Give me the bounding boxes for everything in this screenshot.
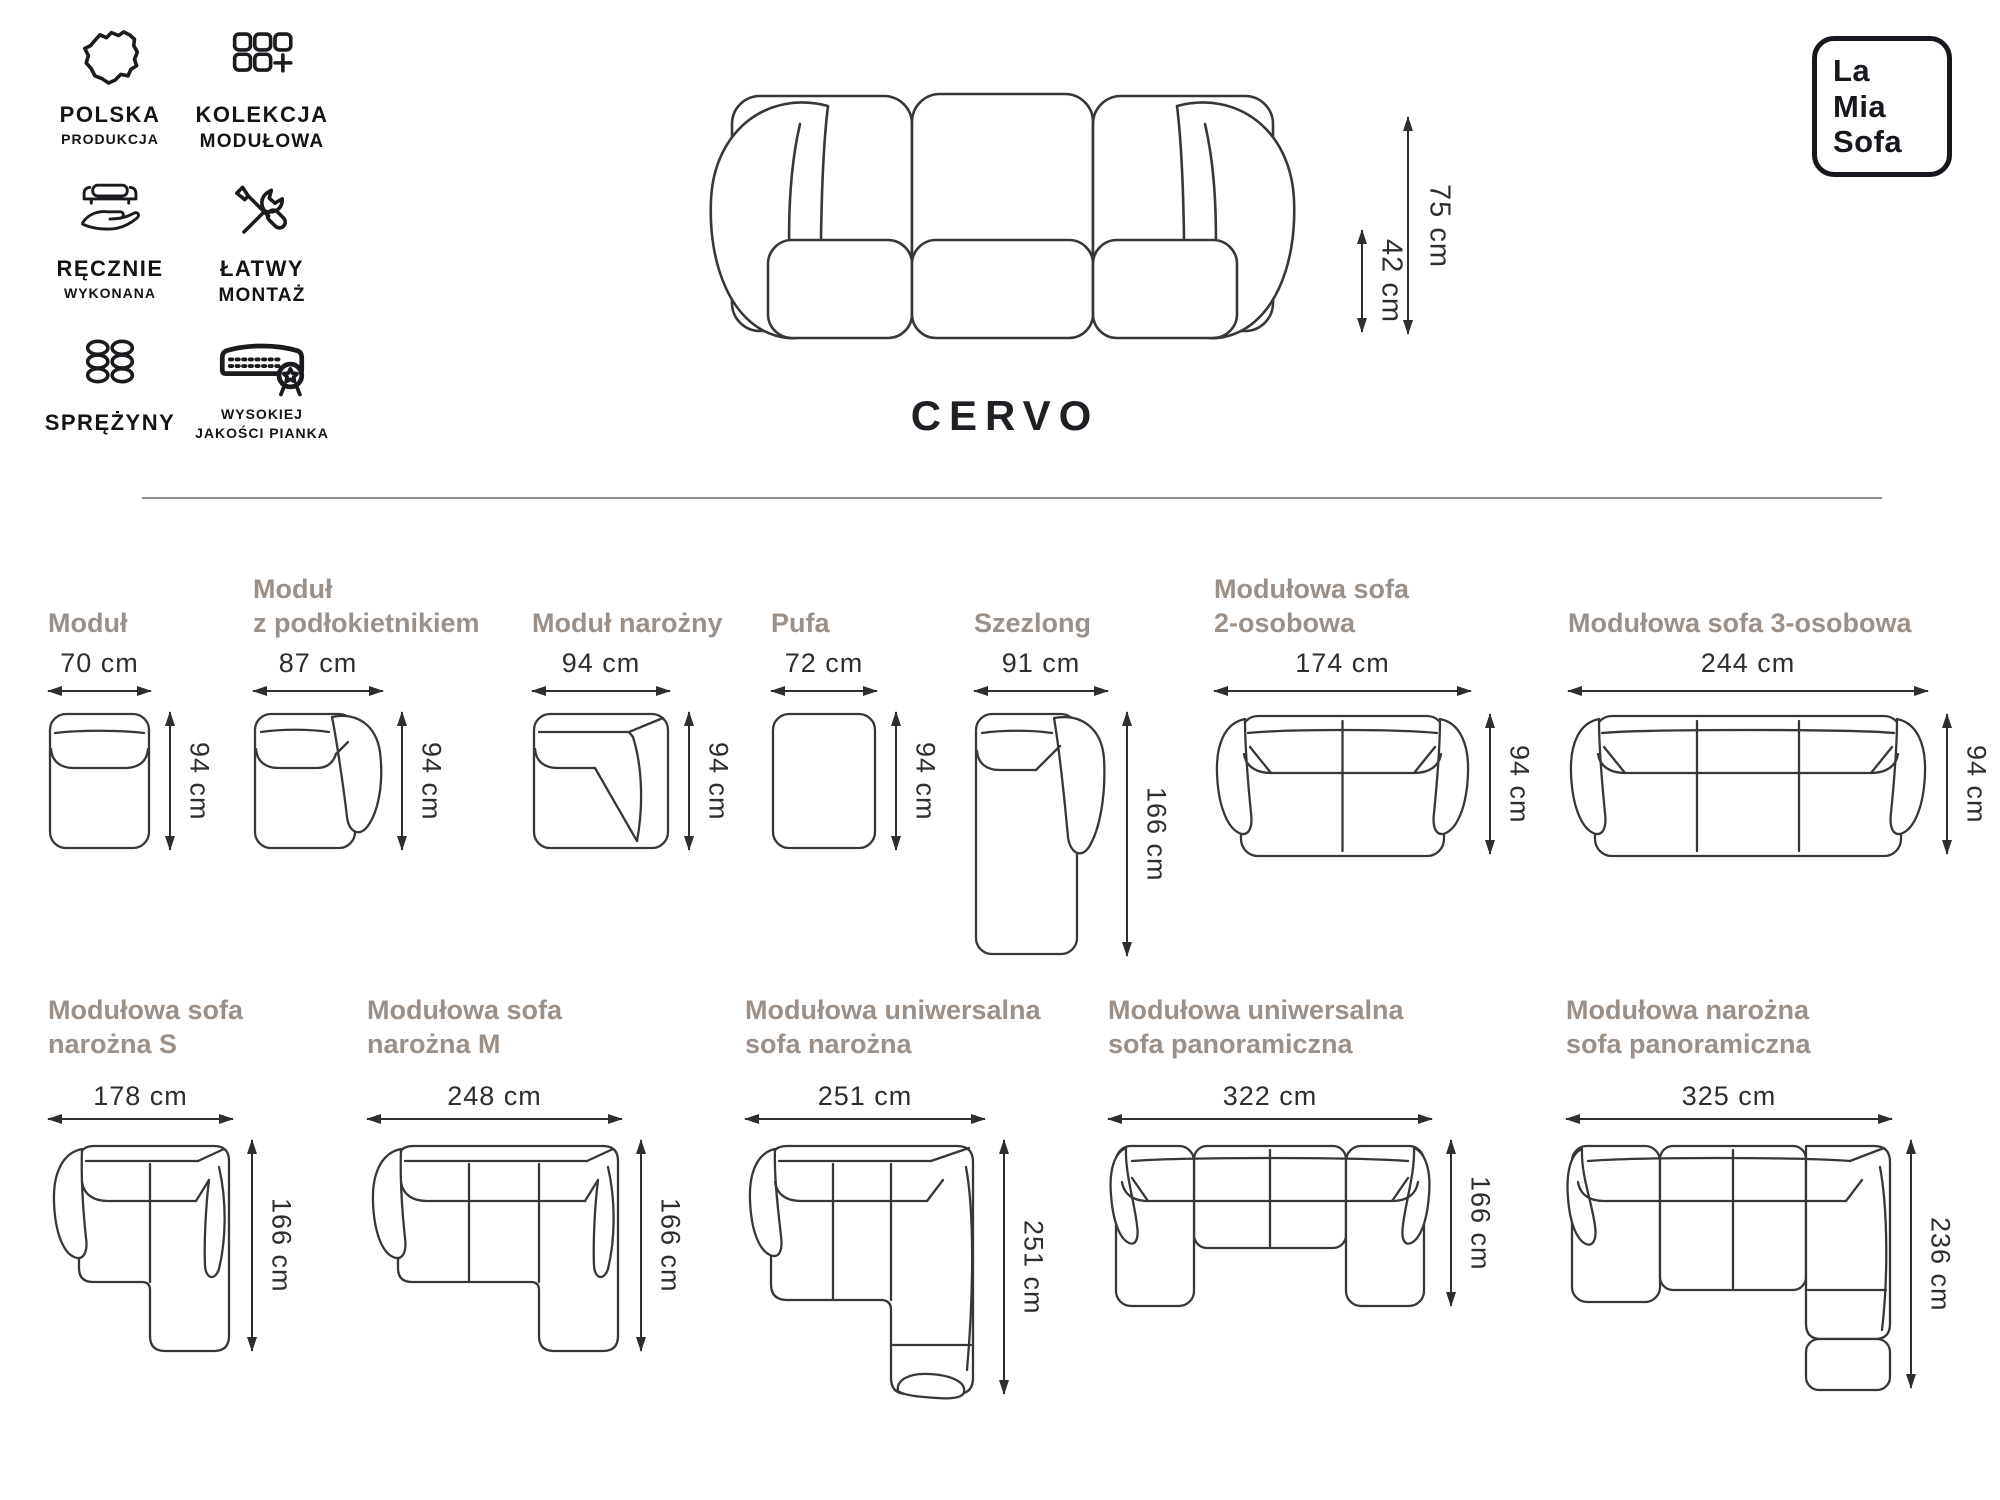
feature-label: ŁATWY <box>219 256 305 281</box>
depth-dimension-arrow <box>640 1140 642 1351</box>
feature-label: KOLEKCJA <box>195 102 329 127</box>
depth-dimension-label: 166 cm <box>655 1198 686 1293</box>
feature-grid <box>34 24 338 486</box>
corner-sofa-m-top-view-drawing <box>367 1140 622 1355</box>
depth-dimension-arrow <box>1003 1140 1005 1394</box>
width-dimension-arrow <box>253 690 383 692</box>
tools-icon <box>225 178 299 250</box>
corner-panoramic-sofa-top-view-drawing <box>1566 1140 1892 1392</box>
brand-logo <box>1812 36 1952 177</box>
width-dimension-label: 94 cm <box>561 648 641 678</box>
module-name: Modułowa uniwersalna sofa narożna <box>745 995 1041 1059</box>
module-name: Modułowa narożna sofa panoramiczna <box>1566 995 1811 1059</box>
width-dimension-arrow <box>1566 1118 1892 1120</box>
width-dimension-label: 91 cm <box>1001 648 1081 678</box>
feature-label: POLSKA <box>59 102 161 127</box>
foam-icon <box>214 332 310 402</box>
width-dimension-arrow <box>48 1118 233 1120</box>
depth-dimension-label: 251 cm <box>1018 1219 1049 1315</box>
depth-dimension-label: 166 cm <box>266 1198 297 1293</box>
u-shape-sofa-top-view-drawing <box>1108 1140 1432 1310</box>
product-title: CERVO <box>910 392 1100 439</box>
sofa-front-drawing <box>680 84 1325 356</box>
width-dimension-label: 244 cm <box>1700 648 1796 678</box>
depth-dimension-arrow <box>688 712 690 850</box>
feature-label: SPRĘŻYNY <box>44 410 176 435</box>
depth-dimension-arrow <box>895 712 897 850</box>
pufa-top-view-drawing <box>771 712 877 850</box>
depth-dimension-label: 94 cm <box>703 741 734 821</box>
sofa-2-top-view-drawing <box>1214 712 1471 860</box>
module-name: Modułowa sofa narożna M <box>367 995 562 1059</box>
feature-latwy-montaz <box>186 178 338 332</box>
module-name: Modułowa sofa 2-osobowa <box>1214 574 1409 638</box>
depth-dimension-label: 94 cm <box>416 741 447 821</box>
feature-sprezyny <box>34 332 186 486</box>
depth-dimension-arrow <box>1450 1140 1452 1306</box>
width-dimension-arrow <box>771 690 877 692</box>
depth-dimension-arrow <box>251 1140 253 1351</box>
width-dimension-label: 325 cm <box>1681 1081 1777 1111</box>
module-name: Moduł z podłokietnikiem <box>253 574 480 638</box>
width-dimension-arrow <box>48 690 151 692</box>
depth-dimension-label: 166 cm <box>1465 1175 1496 1271</box>
corner-sofa-s-top-view-drawing <box>48 1140 233 1355</box>
feature-polska-produkcja <box>34 24 186 178</box>
feature-label: RĘCZNIE <box>56 256 164 281</box>
width-dimension-label: 87 cm <box>278 648 358 678</box>
feature-sublabel: WYKONANA <box>64 285 156 301</box>
width-dimension-arrow <box>1214 690 1471 692</box>
seat-height-dimension-label: 42 cm <box>1375 239 1408 323</box>
feature-recznie-wykonana <box>34 178 186 332</box>
logo-line: Mia <box>1833 88 1887 124</box>
feature-sublabel: JAKOŚCI PIANKA <box>195 425 329 441</box>
feature-kolekcja-modulowa <box>186 24 338 178</box>
modul-top-view-drawing <box>48 712 151 850</box>
module-name: Moduł <box>48 608 128 638</box>
depth-dimension-label: 94 cm <box>910 741 941 821</box>
depth-dimension-label: 94 cm <box>1961 744 1992 824</box>
total-height-dimension-label: 75 cm <box>1423 183 1456 268</box>
width-dimension-arrow <box>745 1118 985 1120</box>
depth-dimension-arrow <box>1946 714 1948 854</box>
feature-sublabel: PRODUKCJA <box>61 131 159 147</box>
width-dimension-label: 174 cm <box>1295 648 1390 678</box>
sofa-3-top-view-drawing <box>1568 712 1928 860</box>
width-dimension-label: 70 cm <box>60 648 139 678</box>
width-dimension-label: 248 cm <box>447 1081 542 1111</box>
width-dimension-arrow <box>974 690 1108 692</box>
divider-line <box>142 497 1882 499</box>
module-name: Modułowa sofa 3-osobowa <box>1568 608 1912 638</box>
feature-sublabel: MODUŁOWA <box>199 131 325 152</box>
logo-line: Sofa <box>1833 124 1903 160</box>
depth-dimension-label: 94 cm <box>1504 744 1535 824</box>
width-dimension-label: 251 cm <box>817 1081 913 1111</box>
module-name: Szezlong <box>974 608 1092 638</box>
modul-arm-top-view-drawing <box>253 712 383 850</box>
depth-dimension-arrow <box>401 712 403 850</box>
width-dimension-label: 178 cm <box>93 1081 188 1111</box>
width-dimension-arrow <box>1568 690 1928 692</box>
width-dimension-label: 72 cm <box>784 648 864 678</box>
module-name: Pufa <box>771 608 830 638</box>
logo-line: La <box>1833 53 1871 88</box>
poland-map-icon <box>73 24 147 96</box>
width-dimension-arrow <box>532 690 670 692</box>
depth-dimension-label: 94 cm <box>184 741 215 821</box>
springs-icon <box>73 332 147 404</box>
depth-dimension-arrow <box>1126 712 1128 956</box>
feature-label: WYSOKIEJ <box>221 406 303 422</box>
hand-sofa-icon <box>73 178 147 250</box>
modules-grid-icon <box>225 24 299 96</box>
depth-dimension-label: 236 cm <box>1925 1216 1956 1312</box>
seat-height-dimension-arrow <box>1361 230 1363 332</box>
module-name: Modułowa uniwersalna sofa panoramiczna <box>1108 995 1404 1059</box>
depth-dimension-arrow <box>169 712 171 850</box>
l-shape-sofa-top-view-drawing <box>745 1140 985 1400</box>
depth-dimension-label: 166 cm <box>1141 786 1172 882</box>
feature-wysokiej-jakosci-pianka <box>186 332 338 486</box>
depth-dimension-arrow <box>1489 714 1491 854</box>
width-dimension-arrow <box>1108 1118 1432 1120</box>
width-dimension-arrow <box>367 1118 622 1120</box>
depth-dimension-arrow <box>1910 1140 1912 1388</box>
module-name: Modułowa sofa narożna S <box>48 995 243 1059</box>
width-dimension-label: 322 cm <box>1222 1081 1318 1111</box>
szezlong-top-view-drawing <box>974 712 1108 956</box>
module-name: Moduł narożny <box>532 608 723 638</box>
feature-sublabel: MONTAŻ <box>218 285 306 306</box>
corner-module-top-view-drawing <box>532 712 670 850</box>
